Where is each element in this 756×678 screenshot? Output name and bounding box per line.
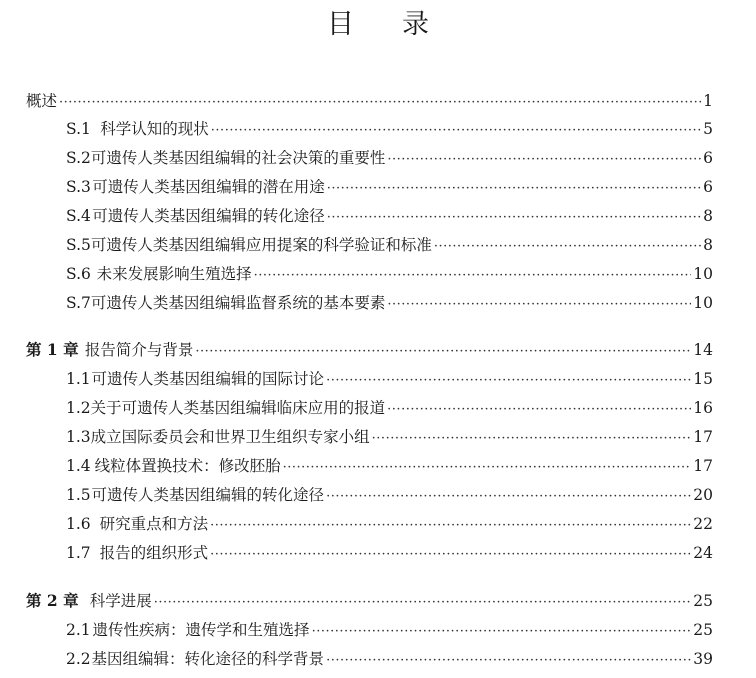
dot-leader xyxy=(154,592,692,610)
toc-entry-page-number: 8 xyxy=(703,236,713,254)
toc-entry-page-number: 6 xyxy=(703,149,713,167)
dot-leader xyxy=(327,207,701,225)
toc-section-entry[interactable] xyxy=(0,454,756,476)
toc-entry-label: 可遗传人类基因组编辑的国际讨论 xyxy=(91,370,325,388)
toc-section-entry[interactable] xyxy=(0,117,756,139)
toc-entry-page-number: 16 xyxy=(693,399,713,417)
toc-section-entry[interactable] xyxy=(0,204,756,226)
toc-entry-page-number: 14 xyxy=(693,341,713,359)
toc-entry-page-number: 24 xyxy=(693,544,713,562)
dot-leader xyxy=(387,399,691,417)
toc-entry-label: 可遗传人类基因组编辑的转化途径 xyxy=(92,207,325,225)
toc-entry-number: 1.7 xyxy=(66,544,91,562)
toc-entry-page-number: 25 xyxy=(693,592,713,610)
toc-section-entry[interactable] xyxy=(0,425,756,447)
toc-entry-label: 关于可遗传人类基因组编辑临床应用的报道 xyxy=(90,399,386,417)
toc-top-entry[interactable] xyxy=(0,89,756,111)
dot-leader xyxy=(387,149,701,167)
toc-entry-label: 报告简介与背景 xyxy=(84,341,194,359)
toc-entry-number: S.5 xyxy=(66,236,91,254)
toc-entry-number: 第 2 章 xyxy=(26,591,79,610)
toc-entry-number: 2.1 xyxy=(66,621,91,639)
toc-section-entry[interactable] xyxy=(0,291,756,313)
toc-entry-number: 2.2 xyxy=(66,650,91,668)
toc-entry-number: 1.4 xyxy=(66,457,91,475)
toc-entry-page-number: 1 xyxy=(703,92,713,110)
toc-entry-page-number: 20 xyxy=(693,486,713,504)
dot-leader xyxy=(326,650,691,668)
toc-section-entry[interactable] xyxy=(0,396,756,418)
toc-entry-number: 1.6 xyxy=(66,515,91,533)
toc-entry-page-number: 15 xyxy=(693,370,713,388)
toc-entry-page-number: 10 xyxy=(693,294,713,312)
toc-entry-number: 第 1 章 xyxy=(26,340,79,359)
toc-chapter-entry[interactable] xyxy=(0,338,756,360)
dot-leader xyxy=(326,370,691,388)
toc-entry-page-number: 8 xyxy=(703,207,713,225)
toc-entry-label: 科学进展 xyxy=(89,592,152,610)
toc-section-entry[interactable] xyxy=(0,262,756,284)
toc-section-entry[interactable] xyxy=(0,483,756,505)
toc-entry-label: 可遗传人类基因组编辑的转化途径 xyxy=(91,486,325,504)
title-char-2: 录 xyxy=(402,9,429,40)
dot-leader xyxy=(283,457,692,475)
toc-entry-page-number: 39 xyxy=(693,650,713,668)
toc-entry-page-number: 25 xyxy=(693,621,713,639)
toc-entry-label: 可遗传人类基因组编辑应用提案的科学验证和标准 xyxy=(90,236,432,254)
toc-section-entry[interactable] xyxy=(0,512,756,534)
toc-entry-number: 1.3 xyxy=(66,428,91,446)
toc-entry-page-number: 5 xyxy=(703,120,713,138)
toc-entry-number: 1.2 xyxy=(66,399,91,417)
toc-entry-number: S.1 xyxy=(66,120,91,138)
dot-leader xyxy=(59,92,701,110)
toc-entry-label: 可遗传人类基因组编辑的社会决策的重要性 xyxy=(90,149,386,167)
dot-leader xyxy=(195,341,691,359)
toc-section-entry[interactable] xyxy=(0,175,756,197)
toc-entry-label: 可遗传人类基因组编辑监督系统的基本要素 xyxy=(90,294,386,312)
toc-entry-number: S.2 xyxy=(66,149,91,167)
toc-entry-label: 科学认知的现状 xyxy=(100,120,209,138)
title-char-1: 目 xyxy=(327,9,354,40)
toc-entry-label: 线粒体置换技术：修改胚胎 xyxy=(94,457,281,475)
toc-entry-number: S.7 xyxy=(66,294,91,312)
dot-leader xyxy=(210,544,691,562)
toc-section-entry[interactable] xyxy=(0,647,756,669)
toc-entry-label: 概述 xyxy=(26,92,58,110)
toc-entry-label: 遗传性疾病：遗传学和生殖选择 xyxy=(92,621,310,639)
toc-entry-number: S.6 xyxy=(66,265,91,283)
toc-entry-number: 1.5 xyxy=(66,486,91,504)
dot-leader xyxy=(210,515,691,533)
toc-section-entry[interactable] xyxy=(0,541,756,563)
toc-entry-page-number: 22 xyxy=(693,515,713,533)
toc-entry-number: 1.1 xyxy=(66,370,91,388)
toc-entry-number: S.3 xyxy=(66,178,91,196)
toc-entry-label: 可遗传人类基因组编辑的潜在用途 xyxy=(92,178,325,196)
dot-leader xyxy=(211,120,701,138)
dot-leader xyxy=(312,621,692,639)
toc-entry-page-number: 17 xyxy=(693,457,713,475)
dot-leader xyxy=(254,265,692,283)
page-title xyxy=(0,2,756,41)
toc-chapter-entry[interactable] xyxy=(0,589,756,611)
toc-section-entry[interactable] xyxy=(0,367,756,389)
toc-entry-page-number: 17 xyxy=(693,428,713,446)
toc-section-entry[interactable] xyxy=(0,618,756,640)
toc-entry-label: 成立国际委员会和世界卫生组织专家小组 xyxy=(90,428,370,446)
toc-entry-label: 基因组编辑：转化途径的科学背景 xyxy=(91,650,325,668)
dot-leader xyxy=(434,236,701,254)
toc-entry-page-number: 6 xyxy=(703,178,713,196)
dot-leader xyxy=(326,486,691,504)
toc-entry-label: 未来发展影响生殖选择 xyxy=(96,265,252,283)
dot-leader xyxy=(387,294,691,312)
toc-section-entry[interactable] xyxy=(0,233,756,255)
dot-leader xyxy=(372,428,692,446)
dot-leader xyxy=(327,178,701,196)
toc-entry-number: S.4 xyxy=(66,207,91,225)
toc-entry-page-number: 10 xyxy=(693,265,713,283)
toc-entry-label: 报告的组织形式 xyxy=(99,544,209,562)
toc-entry-label: 研究重点和方法 xyxy=(99,515,209,533)
toc-section-entry[interactable] xyxy=(0,146,756,168)
